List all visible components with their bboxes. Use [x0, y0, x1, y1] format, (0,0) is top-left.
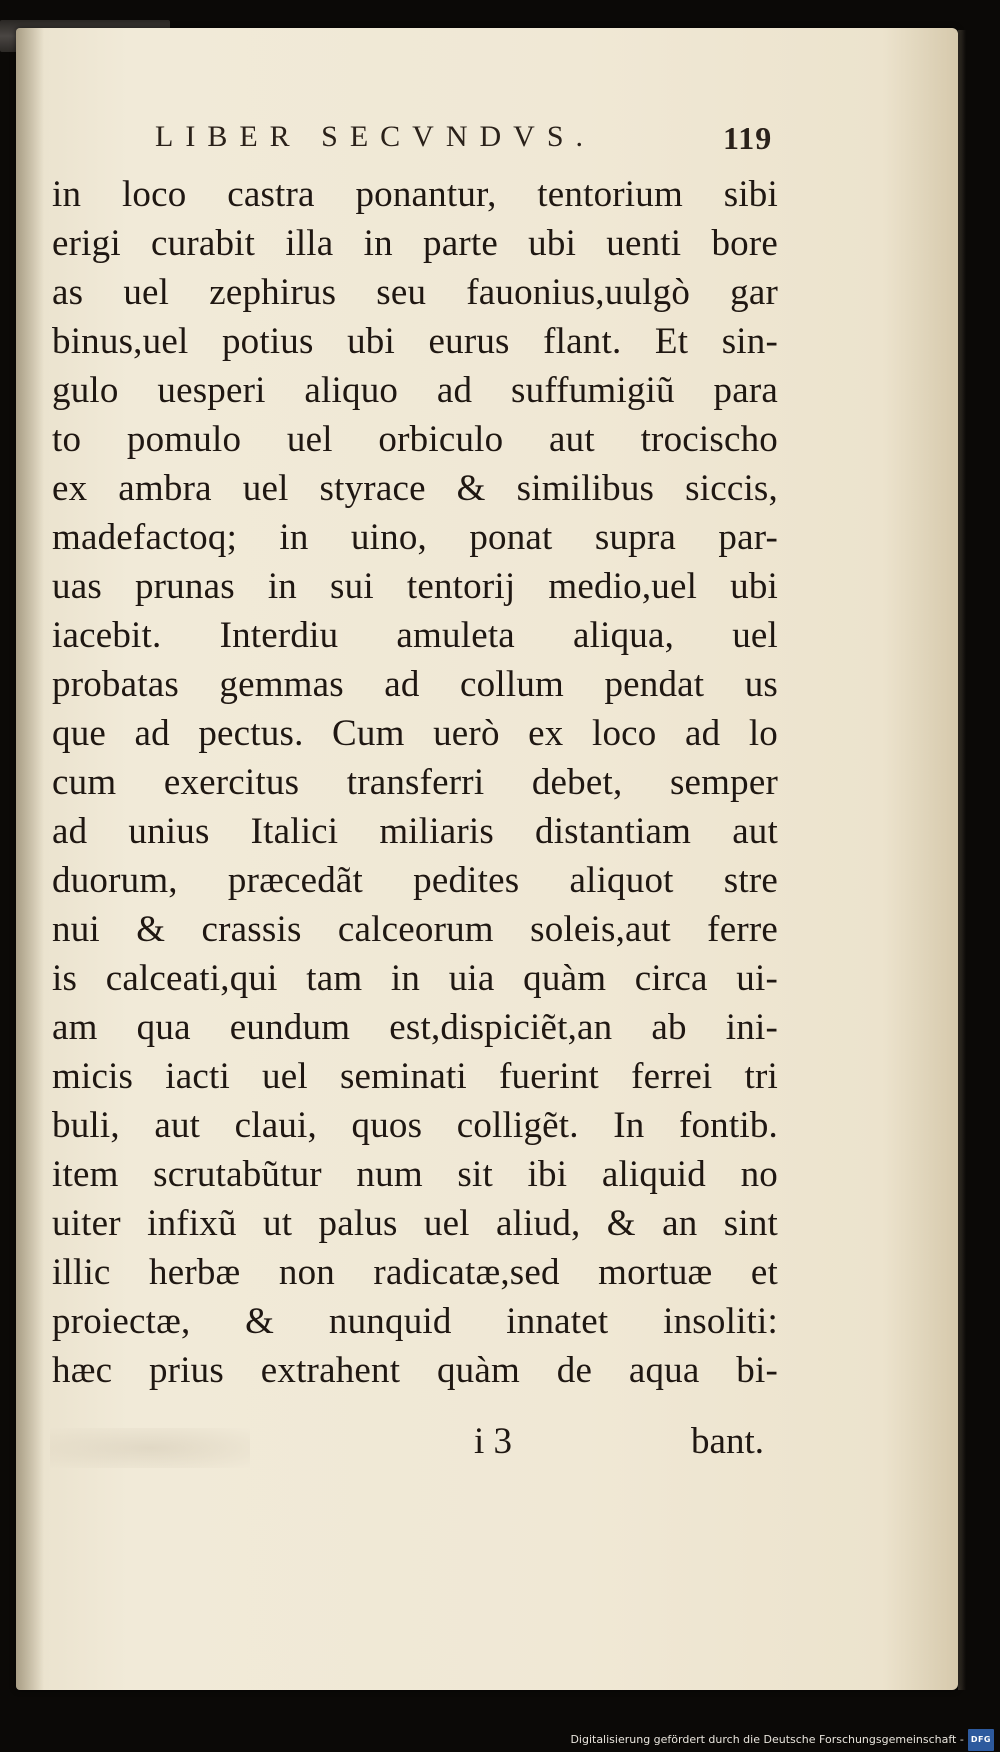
text-line: ad unius Italici miliaris distantiam aut — [52, 811, 778, 852]
running-head — [155, 120, 795, 160]
text-line: item scrutabũtur num sit ibi aliquid no — [52, 1154, 778, 1195]
text-line: duorum, præcedãt pedites aliquot stre — [52, 860, 778, 901]
credit-text: Digitalisierung gefördert durch die Deutsche Forschungsgemeinschaft - — [570, 1733, 964, 1746]
dfg-logo: DFG — [968, 1729, 994, 1751]
text-line: am qua eundum est,dispiciẽt,an ab ini- — [52, 1007, 778, 1048]
text-line: micis iacti uel seminati fuerint ferrei tri — [52, 1056, 778, 1097]
text-line: uiter infixũ ut palus uel aliud, & an sint — [52, 1203, 778, 1244]
text-line: cum exercitus transferri debet, semper — [52, 762, 778, 803]
show-through-ink — [50, 1428, 250, 1468]
text-line: erigi curabit illa in parte ubi uenti bore — [52, 223, 778, 264]
page-number: 119 — [723, 120, 773, 156]
text-line: ex ambra uel styrace & similibus siccis, — [52, 468, 778, 509]
body-text — [52, 170, 778, 1395]
text-line: madefactoq; in uino, ponat supra par- — [52, 517, 778, 558]
text-line: uas prunas in sui tentorij medio,uel ubi — [52, 566, 778, 607]
catchword: bant. — [691, 1421, 764, 1462]
text-line: gulo uesperi aliquo ad suffumigiũ para — [52, 370, 778, 411]
catchline — [460, 1420, 780, 1464]
text-line: proiectæ, & nunquid innatet insoliti: — [52, 1301, 778, 1342]
text-line: que ad pectus. Cum uerò ex loco ad lo — [52, 713, 778, 754]
running-title: LIBER SECVNDVS. — [155, 120, 596, 153]
text-line: in loco castra ponantur, tentorium sibi — [52, 174, 778, 215]
digitization-credit — [570, 1730, 994, 1750]
text-line: probatas gemmas ad collum pendat us — [52, 664, 778, 705]
text-line: as uel zephirus seu fauonius,uulgò gar — [52, 272, 778, 313]
text-line: binus,uel potius ubi eurus flant. Et sin- — [52, 321, 778, 362]
text-line: is calceati,qui tam in uia quàm circa ui- — [52, 958, 778, 999]
page-edge-shadow — [958, 30, 966, 1690]
text-line: illic herbæ non radicatæ,sed mortuæ et — [52, 1252, 778, 1293]
text-line: buli, aut claui, quos colligẽt. In fontib. — [52, 1105, 778, 1146]
text-line: iacebit. Interdiu amuleta aliqua, uel — [52, 615, 778, 656]
text-line: nui & crassis calceorum soleis,aut ferre — [52, 909, 778, 950]
text-line: hæc prius extrahent quàm de aqua bi- — [52, 1350, 778, 1391]
signature-mark: i 3 — [474, 1421, 513, 1462]
text-line: to pomulo uel orbiculo aut trocischo — [52, 419, 778, 460]
